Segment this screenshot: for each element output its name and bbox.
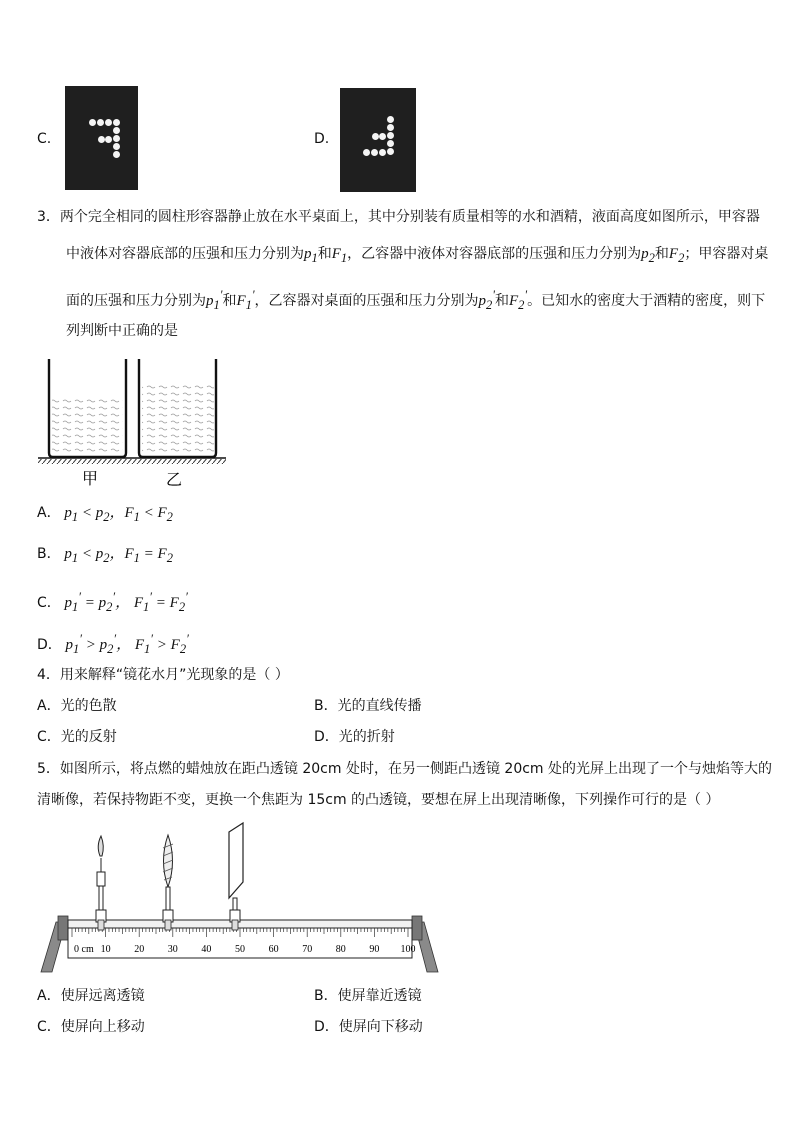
q3-option-c: C． $p_1' = p_2'$， $F_1' = F_2'$ xyxy=(37,590,188,614)
ruler-label: 40 xyxy=(201,944,212,955)
q3-stem-line4: 列判断中正确的是 xyxy=(66,323,178,339)
q4-stem: 4．用来解释“镜花水月”光现象的是（ ） xyxy=(37,667,289,683)
q3-symbol-f2-prime: $F_2'$ xyxy=(508,288,528,312)
ruler-label: 0 cm xyxy=(74,944,94,955)
q5-stem-line1: 5．如图所示，将点燃的蜡烛放在距凸透镜 20cm 处时，在另一侧距凸透镜 20cm 处的光屏上出现了一个与烛焰等大的 xyxy=(37,761,773,777)
q5-option-c: C．使屏向上移动 xyxy=(37,1019,145,1035)
q2-option-c-label: C. xyxy=(37,131,52,147)
ruler-label: 60 xyxy=(268,944,279,955)
q5-convex-lens xyxy=(163,835,173,930)
q4-option-c: C．光的反射 xyxy=(37,729,117,745)
q4-option-d: D．光的折射 xyxy=(314,729,395,745)
q3-symbol-f1-prime: $F_1'$ xyxy=(236,288,255,312)
q3-symbol-f1: $F_1$ xyxy=(331,246,348,265)
ruler-label: 90 xyxy=(369,944,380,955)
ruler-label: 30 xyxy=(167,944,178,955)
ruler-label: 20 xyxy=(134,944,145,955)
q3-symbol-p1-prime: $p_1'$ xyxy=(206,288,223,312)
q2-option-d-image xyxy=(340,88,416,192)
q3-symbol-p2-prime: $p_2'$ xyxy=(478,288,495,312)
q3-right-label: 乙 xyxy=(166,470,183,489)
q2-option-d-label: D. xyxy=(314,131,330,147)
q3-right-liquid xyxy=(142,383,214,454)
q3-left-liquid xyxy=(52,397,123,454)
q3-symbol-f2: $F_2$ xyxy=(668,246,685,265)
ruler-label: 10 xyxy=(100,944,111,955)
ruler-label: 70 xyxy=(302,944,313,955)
q3-containers-figure xyxy=(38,355,228,490)
ruler-label: 50 xyxy=(235,944,245,955)
q5-optical-bench-figure xyxy=(38,820,442,976)
q5-stem-line2: 清晰像，若保持物距不变，更换一个焦距为 15cm 的凸透镜，要想在屏上出现清晰像，下列操作可行的是（ ） xyxy=(37,792,720,808)
q5-candle xyxy=(96,836,106,930)
q3-symbol-p1: $p_1$ xyxy=(304,246,318,265)
q3-option-a: A． $p_1 < p_2$，$F_1 < F_2$ xyxy=(37,505,173,524)
q3-left-label: 甲 xyxy=(82,469,99,488)
q5-option-a: A．使屏远离透镜 xyxy=(37,988,145,1004)
q3-stem-line3: 面的压强和压力分别为$p_1'$和$F_1'$，乙容器对桌面的压强和压力分别为$p_2'$和$F_2'$。已知水的密度大于酒精的密度，则下 xyxy=(66,288,766,312)
q5-option-d: D．使屏向下移动 xyxy=(314,1019,423,1035)
q3-option-d: D． $p_1' > p_2'$， $F_1' > F_2'$ xyxy=(37,632,189,656)
q2-option-c-image xyxy=(65,86,138,190)
q4-option-a: A．光的色散 xyxy=(37,698,117,714)
q3-stem-line1: 3．两个完全相同的圆柱形容器静止放在水平桌面上，其中分别装有质量相等的水和酒精，液面高度如图所示，甲容器 xyxy=(37,209,760,225)
ruler-label: 80 xyxy=(335,944,346,955)
q5-option-b: B．使屏靠近透镜 xyxy=(314,988,422,1004)
q3-stem-line2: 中液体对容器底部的压强和压力分别为$p_1$和$F_1$，乙容器中液体对容器底部的压强和压力分别为$p_2$和$F_2$；甲容器对桌 xyxy=(66,246,769,265)
q5-screen xyxy=(229,823,243,930)
q3-symbol-p2: $p_2$ xyxy=(641,246,655,265)
ruler-label: 100 xyxy=(400,944,416,955)
q3-table-surface xyxy=(38,459,226,464)
q4-option-b: B．光的直线传播 xyxy=(314,698,422,714)
q3-option-b: B． $p_1 < p_2$，$F_1 = F_2$ xyxy=(37,546,173,565)
